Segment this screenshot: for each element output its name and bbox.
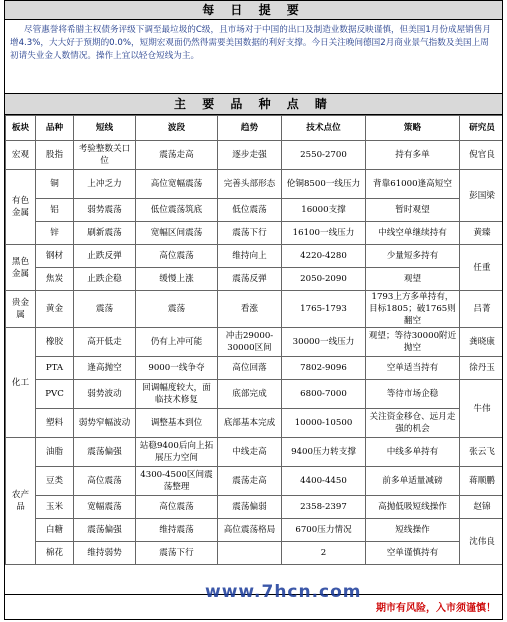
table-row [6,245,504,268]
trend-cell: 高位回落 [218,357,282,380]
trend-cell: 高位震荡格局 [218,519,282,542]
trend-cell: 低位震荡 [218,199,282,222]
strategy-cell: 高抛低吸短线操作 [366,496,460,519]
risk-warning: 期市有风险，入市须谨慎！ [376,603,496,614]
tech-cell: 2358-2397 [282,496,366,519]
product-cell: 棉花 [36,542,74,565]
swing-cell: 维持震荡 [136,519,218,542]
swing-cell: 高位震荡 [136,496,218,519]
strategy-cell: 空单谨慎持有 [366,542,460,565]
swing-cell: 仍有上冲可能 [136,328,218,357]
tech-cell: 16000支撑 [282,199,366,222]
trend-cell: 震荡反弹 [218,268,282,291]
product-cell: 塑料 [36,409,74,438]
tech-cell: 1765-1793 [282,291,366,328]
product-cell: 铜 [36,170,74,199]
table-row [6,409,504,438]
table-row [6,268,504,291]
tech-cell: 7802-9096 [282,357,366,380]
swing-cell: 回调幅度较大，面临技术修复 [136,380,218,409]
analyst-cell: 徐丹玉 [460,357,504,380]
analyst-cell: 张云飞 [460,438,504,467]
col-header-trend: 趋势 [218,116,282,141]
table-row [6,438,504,467]
short-cell: 震荡偏强 [74,519,136,542]
product-cell: 铝 [36,199,74,222]
report-page [4,0,503,620]
trend-cell: 冲击29000-30000区间 [218,328,282,357]
swing-cell: 低位震荡筑底 [136,199,218,222]
short-cell: 震荡偏强 [74,438,136,467]
analyst-cell: 牛伟 [460,380,504,438]
col-header-short: 短线 [74,116,136,141]
strategy-cell: 空单适当持有 [366,357,460,380]
short-cell: 高开低走 [74,328,136,357]
trend-cell: 维持向上 [218,245,282,268]
section-title: 主 要 品 种 点 睛 [5,94,502,115]
table-row [6,199,504,222]
swing-cell: 站稳9400后向上拓展压力空间 [136,438,218,467]
trend-cell [218,542,282,565]
table-row [6,519,504,542]
trend-cell: 震荡走高 [218,467,282,496]
strategy-cell: 中线空单继续持有 [366,222,460,245]
product-cell: 白糖 [36,519,74,542]
product-cell: 黄金 [36,291,74,328]
tech-cell: 6800-7000 [282,380,366,409]
analyst-cell: 蒋顺鹏 [460,467,504,496]
table-row [6,467,504,496]
sector-cell: 黑色金属 [6,245,36,291]
commodity-table [5,115,503,565]
col-header-strategy: 策略 [366,116,460,141]
analyst-cell: 赵锦 [460,496,504,519]
tech-cell: 2 [282,542,366,565]
analyst-cell: 龚晓康 [460,328,504,357]
analyst-cell: 倪官良 [460,141,504,170]
strategy-cell: 前多单适量减磅 [366,467,460,496]
short-cell: 维持弱势 [74,542,136,565]
swing-cell: 9000一线争夺 [136,357,218,380]
strategy-cell: 等待市场企稳 [366,380,460,409]
col-header-swing: 波段 [136,116,218,141]
tech-cell: 30000一线压力 [282,328,366,357]
trend-cell: 中线走高 [218,438,282,467]
strategy-cell: 持有多单 [366,141,460,170]
analyst-cell: 沈伟良 [460,519,504,565]
product-cell: 玉米 [36,496,74,519]
table-row [6,141,504,170]
tech-cell: 2050-2090 [282,268,366,291]
sector-cell: 农产品 [6,438,36,565]
product-cell: 锌 [36,222,74,245]
strategy-cell: 背靠61000逢高短空 [366,170,460,199]
strategy-cell: 中线多单持有 [366,438,460,467]
short-cell: 考验整数关口位 [74,141,136,170]
strategy-cell: 观望 [366,268,460,291]
tech-cell: 10000-10500 [282,409,366,438]
swing-cell: 缓慢上涨 [136,268,218,291]
product-cell: PTA [36,357,74,380]
trend-cell: 震荡下行 [218,222,282,245]
product-cell: 橡胶 [36,328,74,357]
table-row [6,328,504,357]
table-row [6,170,504,199]
table-row [6,357,504,380]
trend-cell: 看涨 [218,291,282,328]
short-cell: 止跌反弹 [74,245,136,268]
trend-cell: 完善头部形态 [218,170,282,199]
watermark: www.7hcn.com [205,582,362,602]
swing-cell: 高位宽幅震荡 [136,170,218,199]
swing-cell: 宽幅区间震荡 [136,222,218,245]
trend-cell: 震荡偏弱 [218,496,282,519]
short-cell: 弱势窄幅波动 [74,409,136,438]
product-cell: 豆类 [36,467,74,496]
product-cell: PVC [36,380,74,409]
table-row [6,291,504,328]
product-cell: 焦炭 [36,268,74,291]
short-cell: 宽幅震荡 [74,496,136,519]
short-cell: 逢高抛空 [74,357,136,380]
swing-cell: 震荡 [136,291,218,328]
tech-cell: 6700压力情况 [282,519,366,542]
analyst-cell: 彭国梁 [460,170,504,222]
strategy-cell: 1793上方多单持有，目标1805；破1765则翻空 [366,291,460,328]
tech-cell: 2550-2700 [282,141,366,170]
sector-cell: 有色金属 [6,170,36,245]
table-row [6,496,504,519]
strategy-cell: 观望；等待30000附近抛空 [366,328,460,357]
tech-cell: 16100一线压力 [282,222,366,245]
strategy-cell: 少量短多持有 [366,245,460,268]
sector-cell: 化工 [6,328,36,438]
short-cell: 止跌企稳 [74,268,136,291]
strategy-cell: 短线操作 [366,519,460,542]
swing-cell: 震荡下行 [136,542,218,565]
table-row [6,380,504,409]
swing-cell: 高位震荡 [136,245,218,268]
tech-cell: 4400-4450 [282,467,366,496]
short-cell: 震荡 [74,291,136,328]
product-cell: 油脂 [36,438,74,467]
product-cell: 股指 [36,141,74,170]
table-row [6,542,504,565]
sector-cell: 贵金属 [6,291,36,328]
swing-cell: 4300-4500区间震荡整理 [136,467,218,496]
tech-cell: 伦铜8500一线压力 [282,170,366,199]
col-header-product: 品种 [36,116,74,141]
product-cell: 钢材 [36,245,74,268]
col-header-tech: 技术点位 [282,116,366,141]
short-cell: 弱势波动 [74,380,136,409]
table-row [6,222,504,245]
trend-cell: 底部完成 [218,380,282,409]
short-cell: 刷新震荡 [74,222,136,245]
trend-cell: 底部基本完成 [218,409,282,438]
strategy-cell: 暂时观望 [366,199,460,222]
analyst-cell: 黄臻 [460,222,504,245]
trend-cell: 逐步走强 [218,141,282,170]
daily-summary-title: 每 日 提 要 [5,1,502,20]
analyst-cell: 任重 [460,245,504,291]
swing-cell: 震荡走高 [136,141,218,170]
swing-cell: 调整基本到位 [136,409,218,438]
analyst-cell: 吕菁 [460,291,504,328]
strategy-cell: 关注资金移仓、远月走强的机会 [366,409,460,438]
sector-cell: 宏观 [6,141,36,170]
col-header-sector: 板块 [6,116,36,141]
short-cell: 高位震荡 [74,467,136,496]
col-header-analyst: 研究员 [460,116,504,141]
tech-cell: 4220-4280 [282,245,366,268]
market-summary-text: 尽管惠誉将希腊主权债务评级下调至最垃圾的C级，且市场对于中国的出口及制造业数据反映谨慎，但美国1月份成屋销售月增4.3%，大大好于预期的0.0%，短期宏观面仍然得需要美国数据的利好支撑。今日关注晚间德国2月商业景气指数及美国上周初请失业金人数情况。操作上宜以轻仓短线为主。 [5,20,502,94]
short-cell: 弱势震荡 [74,199,136,222]
short-cell: 上冲乏力 [74,170,136,199]
table-header-row [6,116,504,141]
tech-cell: 9400压力转支撑 [282,438,366,467]
